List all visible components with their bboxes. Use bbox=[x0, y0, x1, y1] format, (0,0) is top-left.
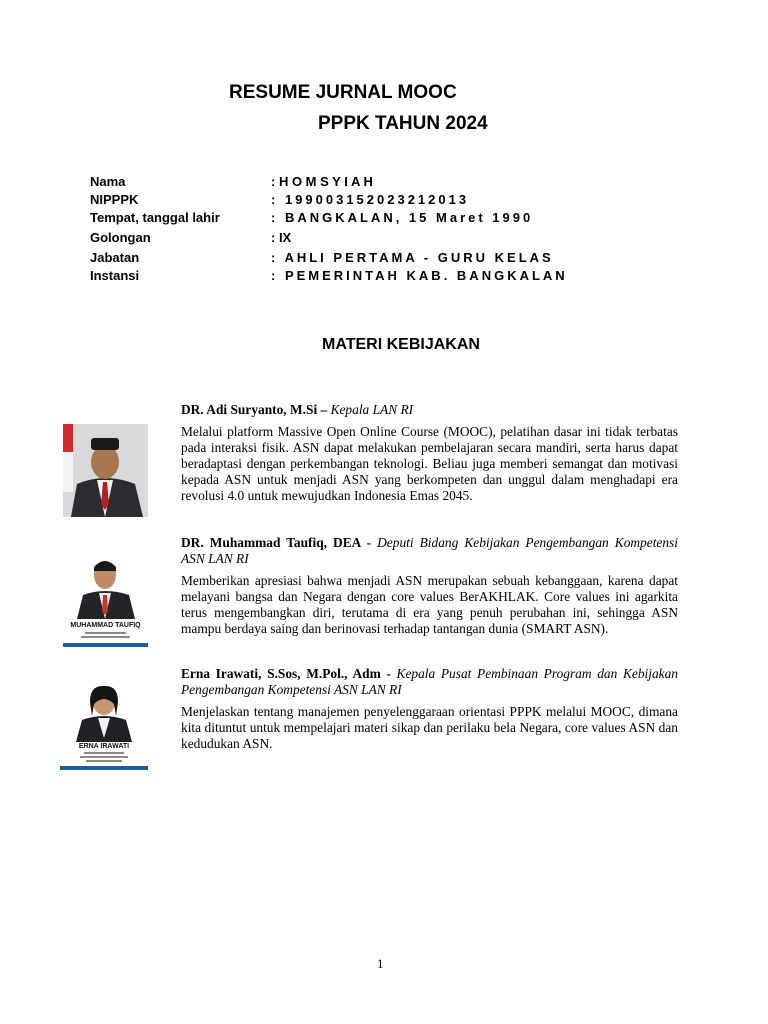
identity-value: : 199003152023212013 bbox=[271, 192, 470, 207]
speaker-entry-1 bbox=[181, 402, 678, 504]
photo-caption: ERNA IRAWATI bbox=[78, 743, 130, 750]
identity-label: Instansi bbox=[90, 268, 140, 283]
portrait-image bbox=[63, 424, 148, 517]
speaker-role: Deputi Bidang Kebijakan Pengembangan Kompetensi ASN LAN RI bbox=[181, 535, 678, 566]
identity-label: Tempat, tanggal lahir bbox=[90, 210, 220, 225]
identity-label: NIPPPK bbox=[90, 192, 139, 207]
speaker-photo-erna-irawati bbox=[60, 680, 148, 770]
speaker-name: DR. Adi Suryanto, M.Si bbox=[181, 402, 318, 417]
portrait-image bbox=[63, 547, 148, 647]
speaker-photo-muhammad-taufiq bbox=[63, 547, 148, 647]
speaker-summary: Menjelaskan tentang manajemen penyelenggaraan orientasi PPPK melalui MOOC, dimana kita dituntut untuk mempelajari materi sikap dan perilaku bela Negara, core values ASN dan kedudukan ASN. bbox=[181, 704, 678, 751]
speaker-entry-3 bbox=[181, 666, 678, 752]
heading-separator: – bbox=[317, 402, 331, 417]
speaker-summary: Memberikan apresiasi bahwa menjadi ASN merupakan sebuah kebanggaan, karena dapat melayani bangsa dan Negara dengan core values BerAKHLAK. Core values ini agarkita terus mengembangkan diri, terutama di era yang penuh perubahan ini, sehingga ASN mampu berdaya saing dan berinovasi terhadap tantangan dunia (SMART ASN). bbox=[181, 573, 678, 636]
speaker-heading bbox=[181, 666, 678, 698]
section-title: MATERI KEBIJAKAN bbox=[322, 336, 480, 353]
identity-value: : BANGKALAN, 15 Maret 1990 bbox=[271, 210, 534, 225]
identity-label: Golongan bbox=[90, 230, 151, 245]
identity-value: : H O M S Y I A H bbox=[271, 174, 373, 189]
identity-value: : AHLI PERTAMA - GURU KELAS bbox=[271, 250, 554, 265]
page-number: 1 bbox=[377, 956, 384, 971]
speaker-role: Kepala Pusat Pembinaan Program dan Kebijakan Pengembangan Kompetensi ASN LAN RI bbox=[181, 666, 678, 697]
identity-value: : PEMERINTAH KAB. BANGKALAN bbox=[271, 268, 568, 283]
identity-label: Nama bbox=[90, 174, 126, 189]
speaker-name: Erna Irawati, S.Sos, M.Pol., Adm bbox=[181, 666, 381, 681]
speaker-name: DR. Muhammad Taufiq, DEA bbox=[181, 535, 361, 550]
speaker-heading bbox=[181, 402, 678, 418]
speaker-photo-adi-suryanto bbox=[63, 424, 148, 517]
speaker-heading bbox=[181, 535, 678, 567]
document-subtitle: PPPK TAHUN 2024 bbox=[318, 113, 488, 134]
portrait-image bbox=[60, 680, 148, 770]
speaker-role: Kepala LAN RI bbox=[330, 402, 414, 417]
identity-label: Jabatan bbox=[90, 250, 140, 265]
document-title: RESUME JURNAL MOOC bbox=[229, 82, 457, 103]
identity-value: : IX bbox=[271, 230, 292, 245]
heading-separator: - bbox=[360, 535, 378, 550]
speaker-entry-2 bbox=[181, 535, 678, 637]
heading-separator: - bbox=[380, 666, 397, 681]
photo-caption: MUHAMMAD TAUFIQ bbox=[70, 622, 141, 629]
speaker-summary: Melalui platform Massive Open Online Course (MOOC), pelatihan dasar ini tidak terbatas pada interaksi fisik. ASN dapat melakukan pembelajaran secara mandiri, serta harus dapat beradaptasi dengan perkembangan teknologi. Beliau juga memberi semangat dan motivasi kepada ASN untuk menjadi ASN yang berkompeten dan unggul dalam menghadapi era revolusi 4.0 untuk mewujudkan Indonesia Emas 2045. bbox=[181, 424, 678, 503]
